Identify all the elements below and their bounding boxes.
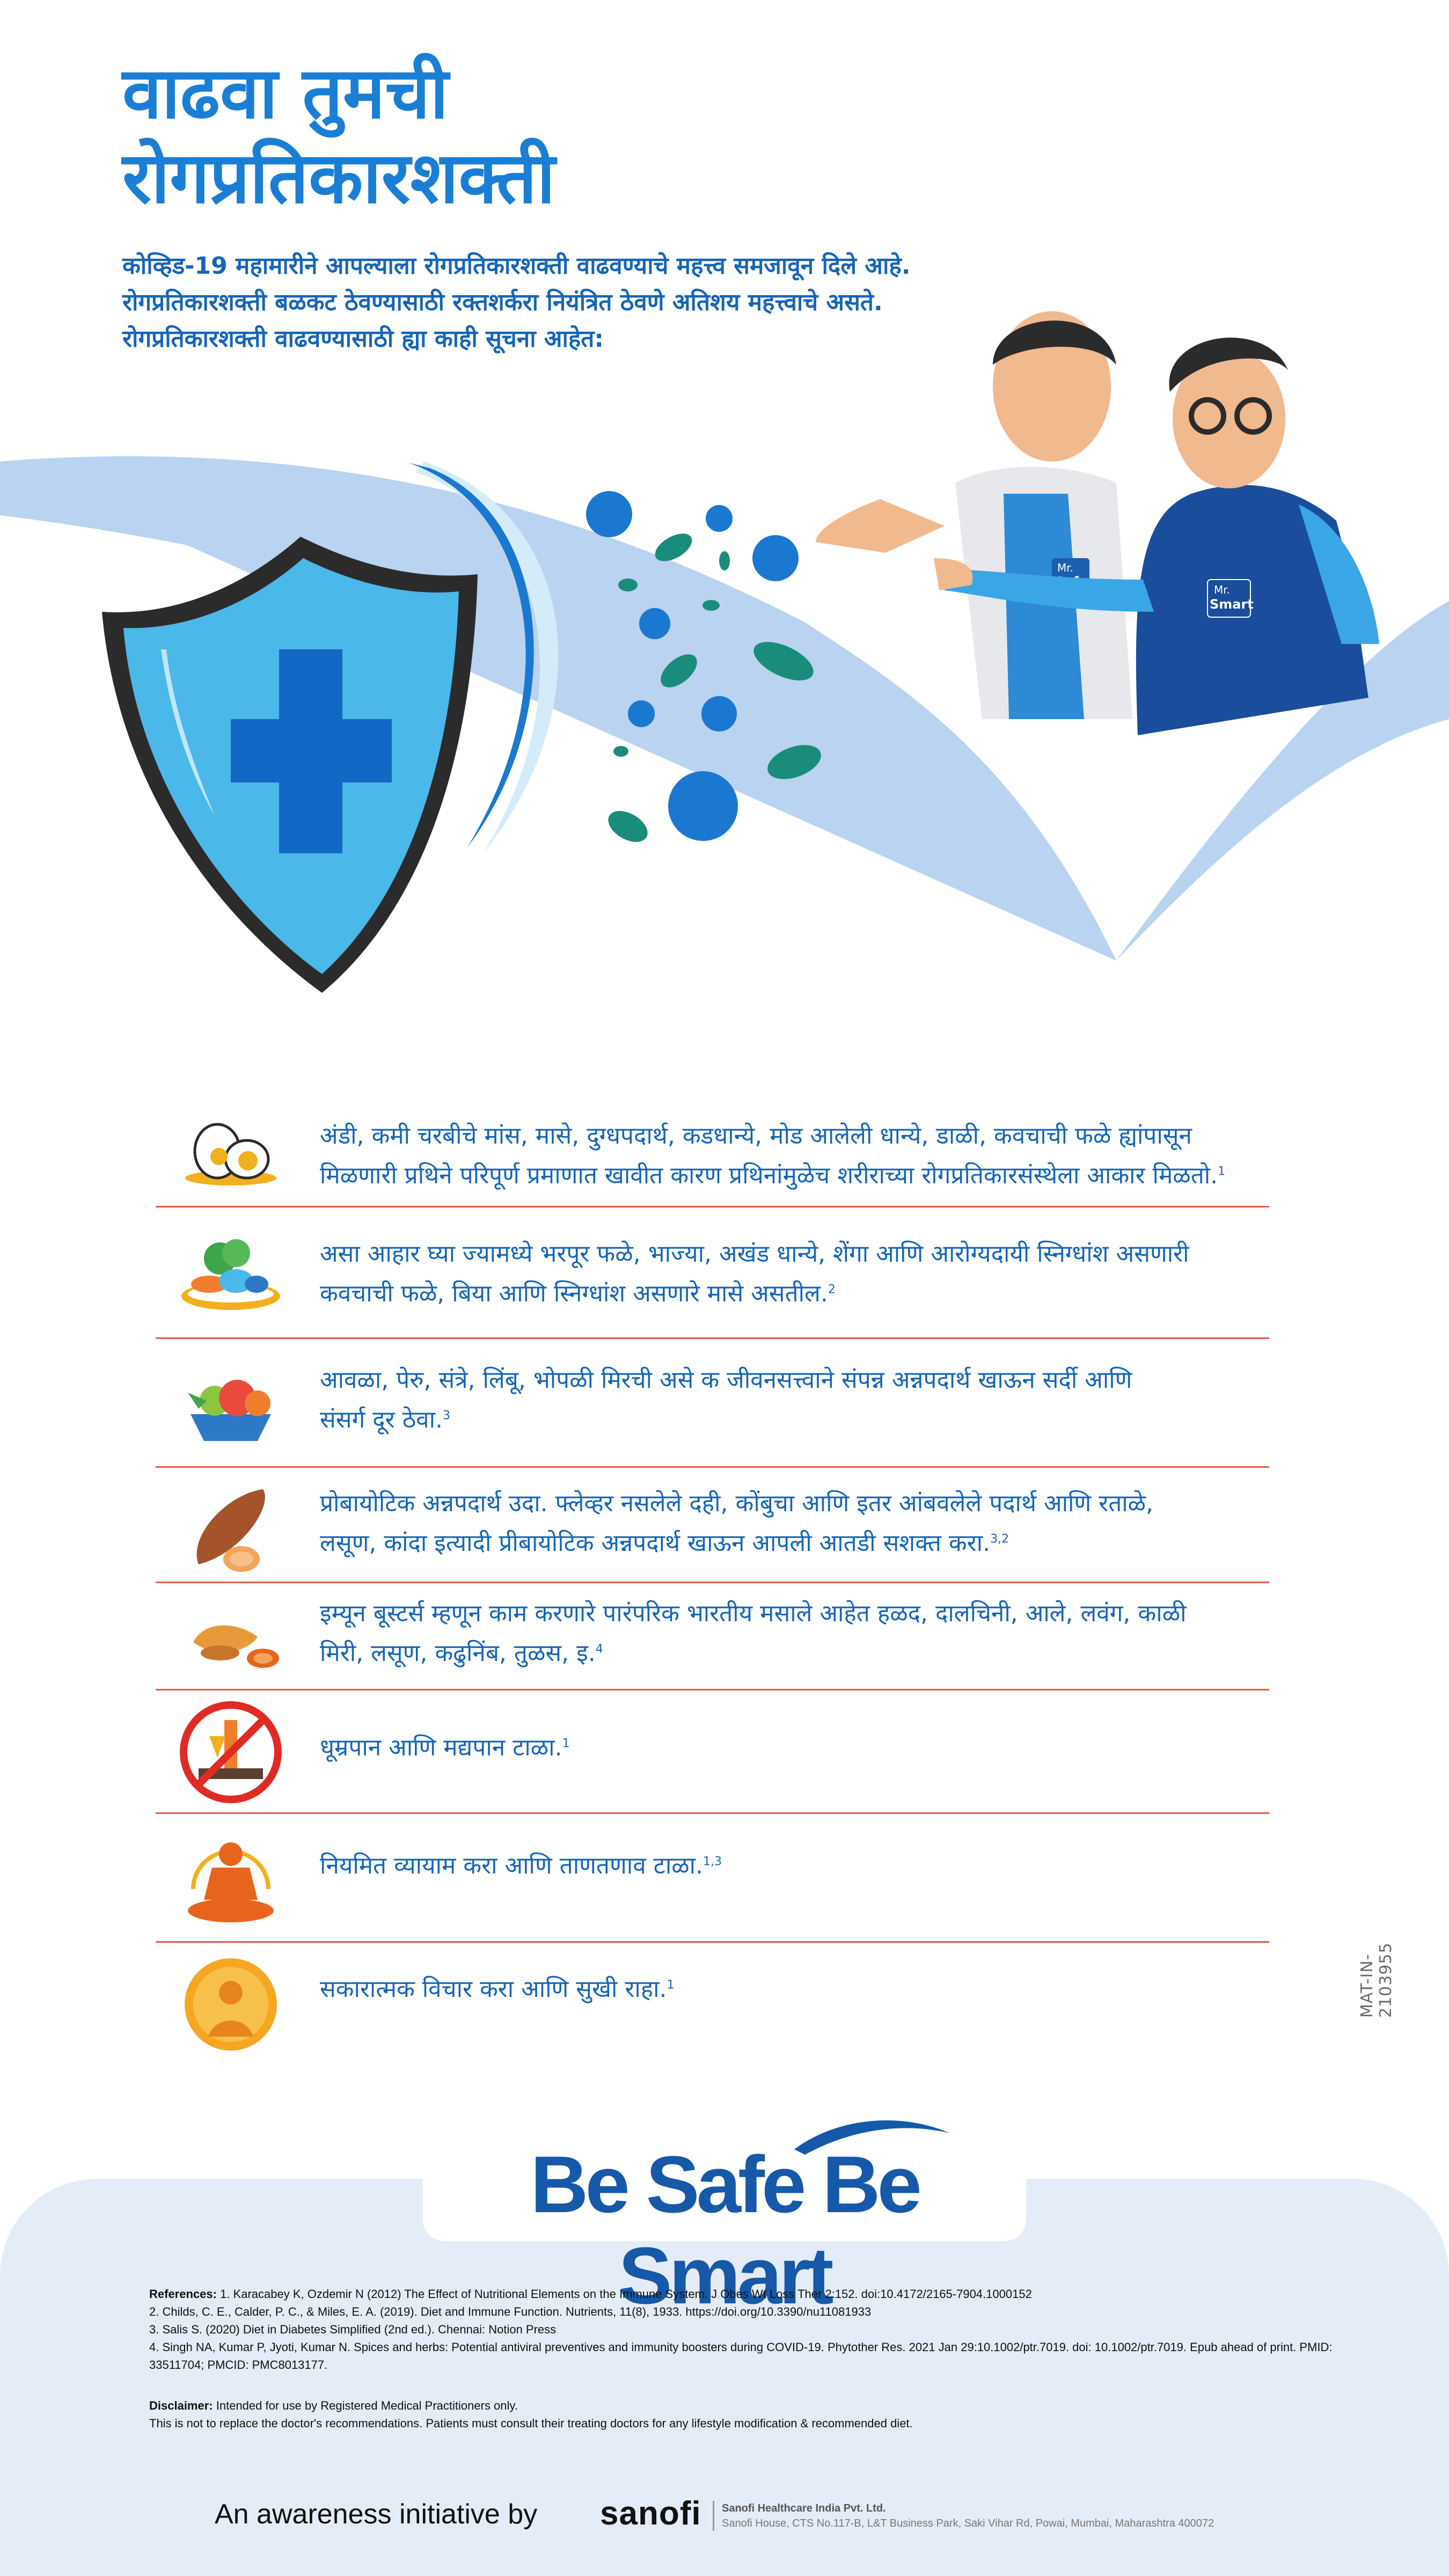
page-title bbox=[122, 51, 927, 221]
tip-item bbox=[156, 1690, 1269, 1814]
reference-marker: 1 bbox=[1218, 1165, 1226, 1179]
tip-item bbox=[156, 1208, 1269, 1339]
intro-line: कोव्हिड-19 महामारीने आपल्याला रोगप्रतिकारशक्ती वाढवण्याचे महत्त्व समजावून दिले आहे. bbox=[122, 252, 911, 280]
awareness-text: An awareness initiative by bbox=[215, 2499, 538, 2530]
tip-text: असा आहार घ्या ज्यामध्ये भरपूर फळे, भाज्या, अखंड धान्ये, शेंगा आणि आरोग्यदायी स्निग्धांश असणारी कवचाची फळे, बिया आणि स्निग्धांश असणारे मासे असतील.$^2$ bbox=[320, 1240, 1189, 1307]
material-code: MAT-IN-2103955 bbox=[1358, 1942, 1395, 2018]
intro-line: रोगप्रतिकारशक्ती वाढवण्यासाठी ह्या काही सूचना आहेत: bbox=[122, 325, 604, 353]
intro-line: रोगप्रतिकारशक्ती बळकट ठेवण्यासाठी रक्तशर्करा नियंत्रित ठेवणे अतिशय महत्त्वाचे असते. bbox=[122, 289, 883, 316]
references: References: 1. Karacabey K, Ozdemir N (2012) The Effect of Nutritional Elements on the Immune System. J Obes Wt Loss Ther 2:152. doi:10.4172/2165-7904.1000152 2. Childs, C. E., Calder, P. C., & Miles, E. A. (2019). Diet and Immune Function. Nutrients, 11(8), 1933. https://doi.org/10.3390/nu11081933 3. Salis S. (2020) Diet in Diabetes Simplified (2nd ed.). Chennai: Notion Press 4. Singh NA, Kumar P, Jyoti, Kumar N. Spices and herbs: Potential antiviral preventives and immunity boosters during COVID-19. Phytother Res. 2021 Jan 29:10.1002/ptr.7019. doi: 10.1002/ptr.7019. Epub ahead of print. PMID: 33511704; PMCID: PMC8013177. bbox=[149, 2287, 1333, 2372]
reference-marker: 1,3 bbox=[703, 1855, 722, 1869]
meditation-icon bbox=[177, 1825, 284, 1932]
tip-item bbox=[156, 1943, 1269, 2066]
spices-icon bbox=[177, 1583, 284, 1690]
tips-list bbox=[156, 1095, 1269, 2066]
company-info: Sanofi Healthcare India Pvt. Ltd. Sanofi House, CTS No.117-B, L&T Business Park, Saki Vihar Rd, Powai, Mumbai, Maharashtra 400072 bbox=[713, 2501, 1214, 2531]
reference-marker: 3,2 bbox=[990, 1532, 1009, 1546]
title-line-2: रोगप्रतिकारशक्ती bbox=[122, 137, 555, 219]
reference-marker: 4 bbox=[595, 1642, 603, 1656]
badge-smart: Smart bbox=[1210, 597, 1254, 612]
eggs-icon bbox=[177, 1097, 284, 1205]
mr-safe-character bbox=[816, 311, 1132, 719]
healthy-food-bowl-icon bbox=[177, 1221, 284, 1328]
badge-mr-smart: Mr. bbox=[1214, 583, 1230, 596]
tip-text: आवळा, पेरु, संत्रे, लिंबू, भोपळी मिरची असे क जीवनसत्त्वाने संपन्न अन्नपदार्थ खाऊन सर्दी आणि संसर्ग दूर ठेवा.$^3$ bbox=[320, 1366, 1132, 1433]
tip-item bbox=[156, 1814, 1269, 1943]
disclaimer: Disclaimer: Intended for use by Registered Medical Practitioners only. This is not to replace the doctor's recommendations. Patients must consult their treating doctors for any lifestyle modification & recommended diet. bbox=[149, 2399, 913, 2430]
tip-text: धूम्रपान आणि मद्यपान टाळा.$^1$ bbox=[320, 1734, 570, 1761]
tip-item bbox=[156, 1339, 1269, 1468]
fruit-basket-icon bbox=[177, 1350, 284, 1457]
title-line-1: वाढवा तुमची bbox=[122, 52, 449, 135]
hero-illustration bbox=[0, 301, 1449, 998]
reference-marker: 1 bbox=[562, 1737, 570, 1751]
smiley-icon bbox=[177, 1951, 284, 2058]
reference-marker: 2 bbox=[828, 1283, 836, 1297]
badge-mr-safe: Mr. bbox=[1057, 561, 1073, 574]
shield-icon bbox=[102, 537, 478, 993]
tip-item bbox=[156, 1468, 1269, 1583]
sweet-potato-icon bbox=[177, 1473, 284, 1580]
sanofi-logo: sanofi bbox=[600, 2495, 701, 2532]
tip-text: सकारात्मक विचार करा आणि सुखी राहा.$^1$ bbox=[320, 1975, 675, 2003]
tip-text: प्रोबायोटिक अन्नपदार्थ उदा. फ्लेव्हर नसलेले दही, कोंबुचा आणि इतर आंबवलेले पदार्थ आणि रताळे, लसूण, कांदा इत्यादी प्रीबायोटिक अन्नपदार्थ खाऊन आपली आतडी सशक्त करा.$^{3,2}$ bbox=[320, 1490, 1154, 1557]
be-safe-be-smart-logo: Be Safe Be Smart bbox=[530, 2139, 919, 2321]
no-smoking-drinking-icon bbox=[177, 1699, 284, 1806]
reference-marker: 3 bbox=[443, 1409, 451, 1423]
reference-marker: 1 bbox=[667, 1978, 675, 1992]
tip-text: नियमित व्यायाम करा आणि ताणतणाव टाळा.$^{1,3}$ bbox=[320, 1852, 722, 1879]
tip-item bbox=[156, 1095, 1269, 1208]
tip-text: अंडी, कमी चरबीचे मांस, मासे, दुग्धपदार्थ, कडधान्ये, मोड आलेली धान्ये, डाळी, कवचाची फळे ह्यांपासून मिळणारी प्रथिने परिपूर्ण प्रमाणात खावीत कारण प्रथिनांमुळेच शरीराच्या रोगप्रतिकारसंस्थेला आकार मिळतो.$^1$ bbox=[320, 1122, 1226, 1189]
tip-text: इम्यून बूस्टर्स म्हणून काम करणारे पारंपरिक भारतीय मसाले आहेत हळद, दालचिनी, आले, लवंग, काळी मिरी, लसूण, कढुनिंब, तुळस, इ.$^4$ bbox=[320, 1600, 1187, 1667]
tip-item bbox=[156, 1583, 1269, 1690]
